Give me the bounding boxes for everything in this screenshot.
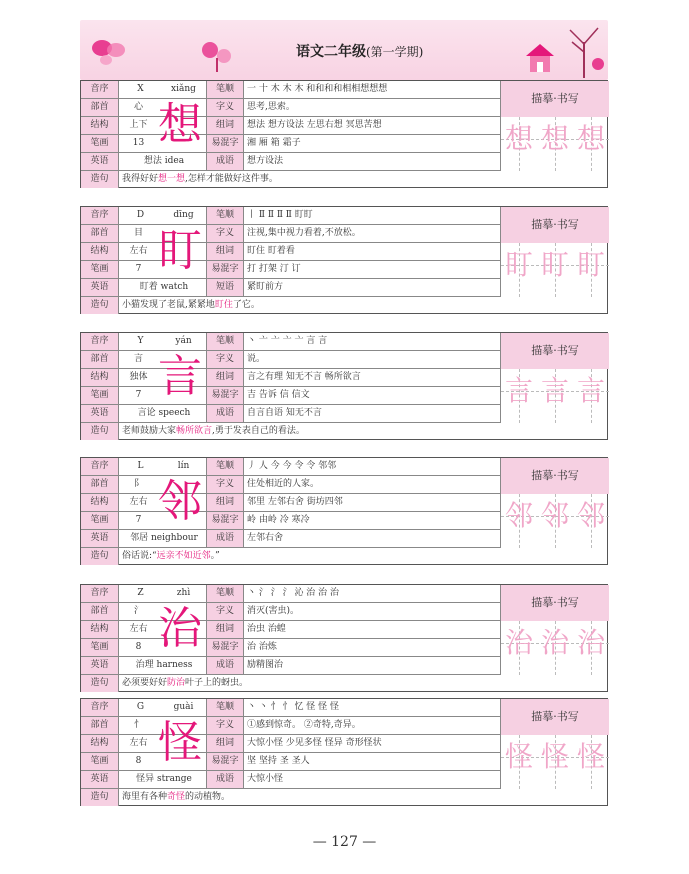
bushou-value: 氵 [133,606,143,616]
yinxu-value: G [136,702,145,712]
trace-character: 想 [540,122,569,155]
bishun-value: 丶 亠 亠 亠 亠 言 言 [247,336,328,346]
row4-value: 湘 厢 箱 霜子 [247,138,301,148]
label-yinxu: 音序 [81,333,119,350]
sentence: 小猫发现了老鼠,紧紧地盯住了它。 [122,300,260,310]
trace-character: 言 [504,374,533,407]
practice-area [500,81,608,171]
english-value: 治理 harness [135,660,193,670]
sentence: 我得好好想一想,怎样才能做好这件事。 [122,174,278,184]
practice-area [500,585,608,675]
bushou-value: 心 [133,102,143,112]
practice-label: 描摹·书写 [501,207,609,243]
english-value: 怪异 strange [136,774,192,784]
bihua-value: 7 [135,390,142,400]
label-bihua: 笔画 [81,387,119,404]
practice-label: 描摹·书写 [501,81,609,117]
sentence-highlight: 远亲不如近邻 [156,551,211,561]
big-character: 怪 [158,717,202,768]
label-bushou: 部首 [81,717,119,734]
zuci-value: 盯住 盯着看 [247,246,295,256]
house-icon [522,40,558,76]
bushou-value: 目 [133,228,143,238]
character-card [80,332,608,440]
jiegou-value: 独体 [129,372,148,382]
jiegou-value: 上下 [129,120,148,130]
label-ziyi: 字义 [206,476,244,493]
big-character: 言 [158,351,202,402]
label-zaoju: 造句 [81,423,119,440]
label-bishun: 笔顺 [206,81,244,98]
yinxu-value: D [136,210,145,220]
practice-area [500,207,608,297]
label-jiegou: 结构 [81,117,119,134]
row4-label: 易混字 [206,753,244,770]
label-zuci: 组词 [206,621,244,638]
trace-character: 言 [576,374,605,407]
label-bushou: 部首 [81,603,119,620]
row4-label: 易混字 [206,135,244,152]
label-zaoju: 造句 [81,548,119,565]
label-yingyu: 英语 [81,153,119,170]
row5-value: 大惊小怪 [247,774,284,784]
yinxu-value: L [137,461,144,471]
row5-value: 紧盯前方 [247,282,284,292]
label-jiegou: 结构 [81,494,119,511]
row5-label: 成语 [206,657,244,674]
label-zuci: 组词 [206,117,244,134]
label-yingyu: 英语 [81,279,119,296]
row4-label: 易混字 [206,387,244,404]
label-bushou: 部首 [81,351,119,368]
bishun-value: 丶 丶 忄 忄 忆 怪 怪 怪 [247,702,340,712]
practice-label: 描摹·书写 [501,585,609,621]
page-title: 语文二年级(第一学期) [296,44,424,60]
bihua-value: 13 [132,138,145,148]
bushou-value: 言 [133,354,143,364]
label-bushou: 部首 [81,476,119,493]
trace-character: 怪 [540,740,569,773]
label-yinxu: 音序 [81,699,119,716]
label-jiegou: 结构 [81,735,119,752]
big-character: 盯 [158,225,202,276]
label-jiegou: 结构 [81,621,119,638]
character-card [80,206,608,314]
label-bishun: 笔顺 [206,699,244,716]
label-yinxu: 音序 [81,458,119,475]
label-zaoju: 造句 [81,297,119,314]
row5-label: 成语 [206,771,244,788]
label-zuci: 组词 [206,369,244,386]
trace-character: 想 [504,122,533,155]
label-zuci: 组词 [206,243,244,260]
big-character: 想 [158,99,202,150]
sentence: 老师鼓励大家畅所欲言,勇于发表自己的看法。 [122,426,305,436]
bihua-value: 8 [135,756,142,766]
sentence-highlight: 奇怪 [167,792,186,802]
character-card [80,80,608,188]
trace-character: 盯 [540,248,569,281]
row5-label: 成语 [206,405,244,422]
label-yingyu: 英语 [81,771,119,788]
label-bishun: 笔顺 [206,333,244,350]
sentence: 俗话说:“远亲不如近邻。” [122,551,220,561]
label-ziyi: 字义 [206,351,244,368]
label-ziyi: 字义 [206,225,244,242]
ziyi-value: 住处相近的人家。 [247,479,320,489]
row5-value: 左邻右舍 [247,533,284,543]
bishun-value: 一 十 木 木 木 和和和和相相想想想 [247,84,388,94]
practice-area [500,699,608,789]
row4-value: 吉 告诉 信 信文 [247,390,310,400]
label-yingyu: 英语 [81,530,119,547]
row4-label: 易混字 [206,261,244,278]
big-character: 邻 [158,476,202,527]
page-number: — 127 — [312,834,377,850]
row4-value: 岭 由岭 冷 寒冷 [247,515,310,525]
yinxu-value: X [137,84,144,94]
trace-character: 想 [576,122,605,155]
row4-value: 坚 坚持 圣 圣人 [247,756,310,766]
trace-character: 治 [504,626,533,659]
zuci-value: 想法 想方设法 左思右想 冥思苦想 [247,120,382,130]
yinxu-value: Z [137,588,144,598]
bihua-value: 7 [135,264,142,274]
ziyi-value: 消灭(害虫)。 [247,606,300,616]
trace-character: 盯 [504,248,533,281]
practice-area [500,333,608,423]
pinyin-value: dīng [173,210,194,220]
sentence-highlight: 防治 [167,678,186,688]
yinxu-value: Y [137,336,144,346]
flower-icon [198,36,238,72]
label-yinxu: 音序 [81,207,119,224]
label-yinxu: 音序 [81,585,119,602]
pinyin-value: zhì [176,588,191,598]
trace-character: 邻 [576,499,605,532]
label-bishun: 笔顺 [206,585,244,602]
practice-label: 描摹·书写 [501,458,609,494]
label-yinxu: 音序 [81,81,119,98]
bushou-value: 阝 [133,479,143,489]
pinyin-value: guài [173,702,194,712]
label-ziyi: 字义 [206,99,244,116]
label-ziyi: 字义 [206,603,244,620]
ziyi-value: 说。 [247,354,266,364]
practice-label: 描摹·书写 [501,333,609,369]
bihua-value: 7 [135,515,142,525]
pinyin-value: xiǎng [171,84,196,94]
label-zaoju: 造句 [81,789,119,806]
zuci-value: 言之有理 知无不言 畅所欲言 [247,372,361,382]
trace-character: 邻 [540,499,569,532]
label-bihua: 笔画 [81,512,119,529]
character-card [80,698,608,806]
row5-value: 想方设法 [247,156,284,166]
label-zaoju: 造句 [81,675,119,692]
pinyin-value: lín [177,461,190,471]
trace-character: 怪 [504,740,533,773]
row5-label: 成语 [206,530,244,547]
trace-character: 治 [576,626,605,659]
zuci-value: 邻里 左邻右舍 街坊四邻 [247,497,343,507]
sentence-highlight: 想一想 [158,174,186,184]
sentence-highlight: 盯住 [214,300,233,310]
trace-character: 言 [540,374,569,407]
label-bihua: 笔画 [81,261,119,278]
character-card [80,457,608,565]
row4-label: 易混字 [206,512,244,529]
label-bihua: 笔画 [81,639,119,656]
bishun-value: 丶 氵 氵 氵 沁 治 治 治 [247,588,340,598]
english-value: 盯着 watch [139,282,189,292]
label-ziyi: 字义 [206,717,244,734]
jiegou-value: 左右 [129,624,148,634]
sentence: 必须要好好防治叶子上的蚜虫。 [122,678,249,688]
pinyin-value: yán [175,336,192,346]
bushou-value: 忄 [133,720,143,730]
label-jiegou: 结构 [81,369,119,386]
ziyi-value: 注视,集中视力看着,不放松。 [247,228,361,238]
label-bushou: 部首 [81,99,119,116]
row5-label: 成语 [206,153,244,170]
label-bihua: 笔画 [81,135,119,152]
character-card [80,584,608,692]
jiegou-value: 左右 [129,246,148,256]
zuci-value: 治虫 治蝗 [247,624,286,634]
jiegou-value: 左右 [129,738,148,748]
trace-character: 治 [540,626,569,659]
label-bishun: 笔顺 [206,207,244,224]
zuci-value: 大惊小怪 少见多怪 怪异 奇形怪状 [247,738,382,748]
jiegou-value: 左右 [129,497,148,507]
sentence-highlight: 畅所欲言 [176,426,213,436]
label-zuci: 组词 [206,494,244,511]
row5-label: 短语 [206,279,244,296]
english-value: 言论 speech [137,408,191,418]
bishun-value: 丿 人 今 今 令 令 邻邻 [247,461,337,471]
label-yingyu: 英语 [81,657,119,674]
label-jiegou: 结构 [81,243,119,260]
row4-label: 易混字 [206,639,244,656]
big-character: 治 [158,603,202,654]
label-zuci: 组词 [206,735,244,752]
ziyi-value: 思考,思索。 [247,102,295,112]
header-banner [80,20,608,80]
sentence: 海里有各种奇怪的动植物。 [122,792,231,802]
trace-character: 邻 [504,499,533,532]
label-bihua: 笔画 [81,753,119,770]
row4-value: 打 打架 汀 订 [247,264,301,274]
label-yingyu: 英语 [81,405,119,422]
butterfly-icon [90,34,130,68]
english-value: 想法 idea [143,156,185,166]
label-bushou: 部首 [81,225,119,242]
tree-icon [564,24,604,78]
english-value: 邻居 neighbour [130,533,198,543]
bihua-value: 8 [135,642,142,652]
practice-area [500,458,608,548]
label-bishun: 笔顺 [206,458,244,475]
trace-character: 怪 [576,740,605,773]
label-zaoju: 造句 [81,171,119,188]
ziyi-value: ①感到惊奇。 ②奇特,奇异。 [247,720,361,730]
row5-value: 自言自语 知无不言 [247,408,322,418]
bishun-value: 丨 Ⅱ Ⅱ Ⅱ Ⅱ 盯盯 [247,210,313,220]
row4-value: 治 治炼 [247,642,277,652]
practice-label: 描摹·书写 [501,699,609,735]
trace-character: 盯 [576,248,605,281]
row5-value: 励精图治 [247,660,284,670]
